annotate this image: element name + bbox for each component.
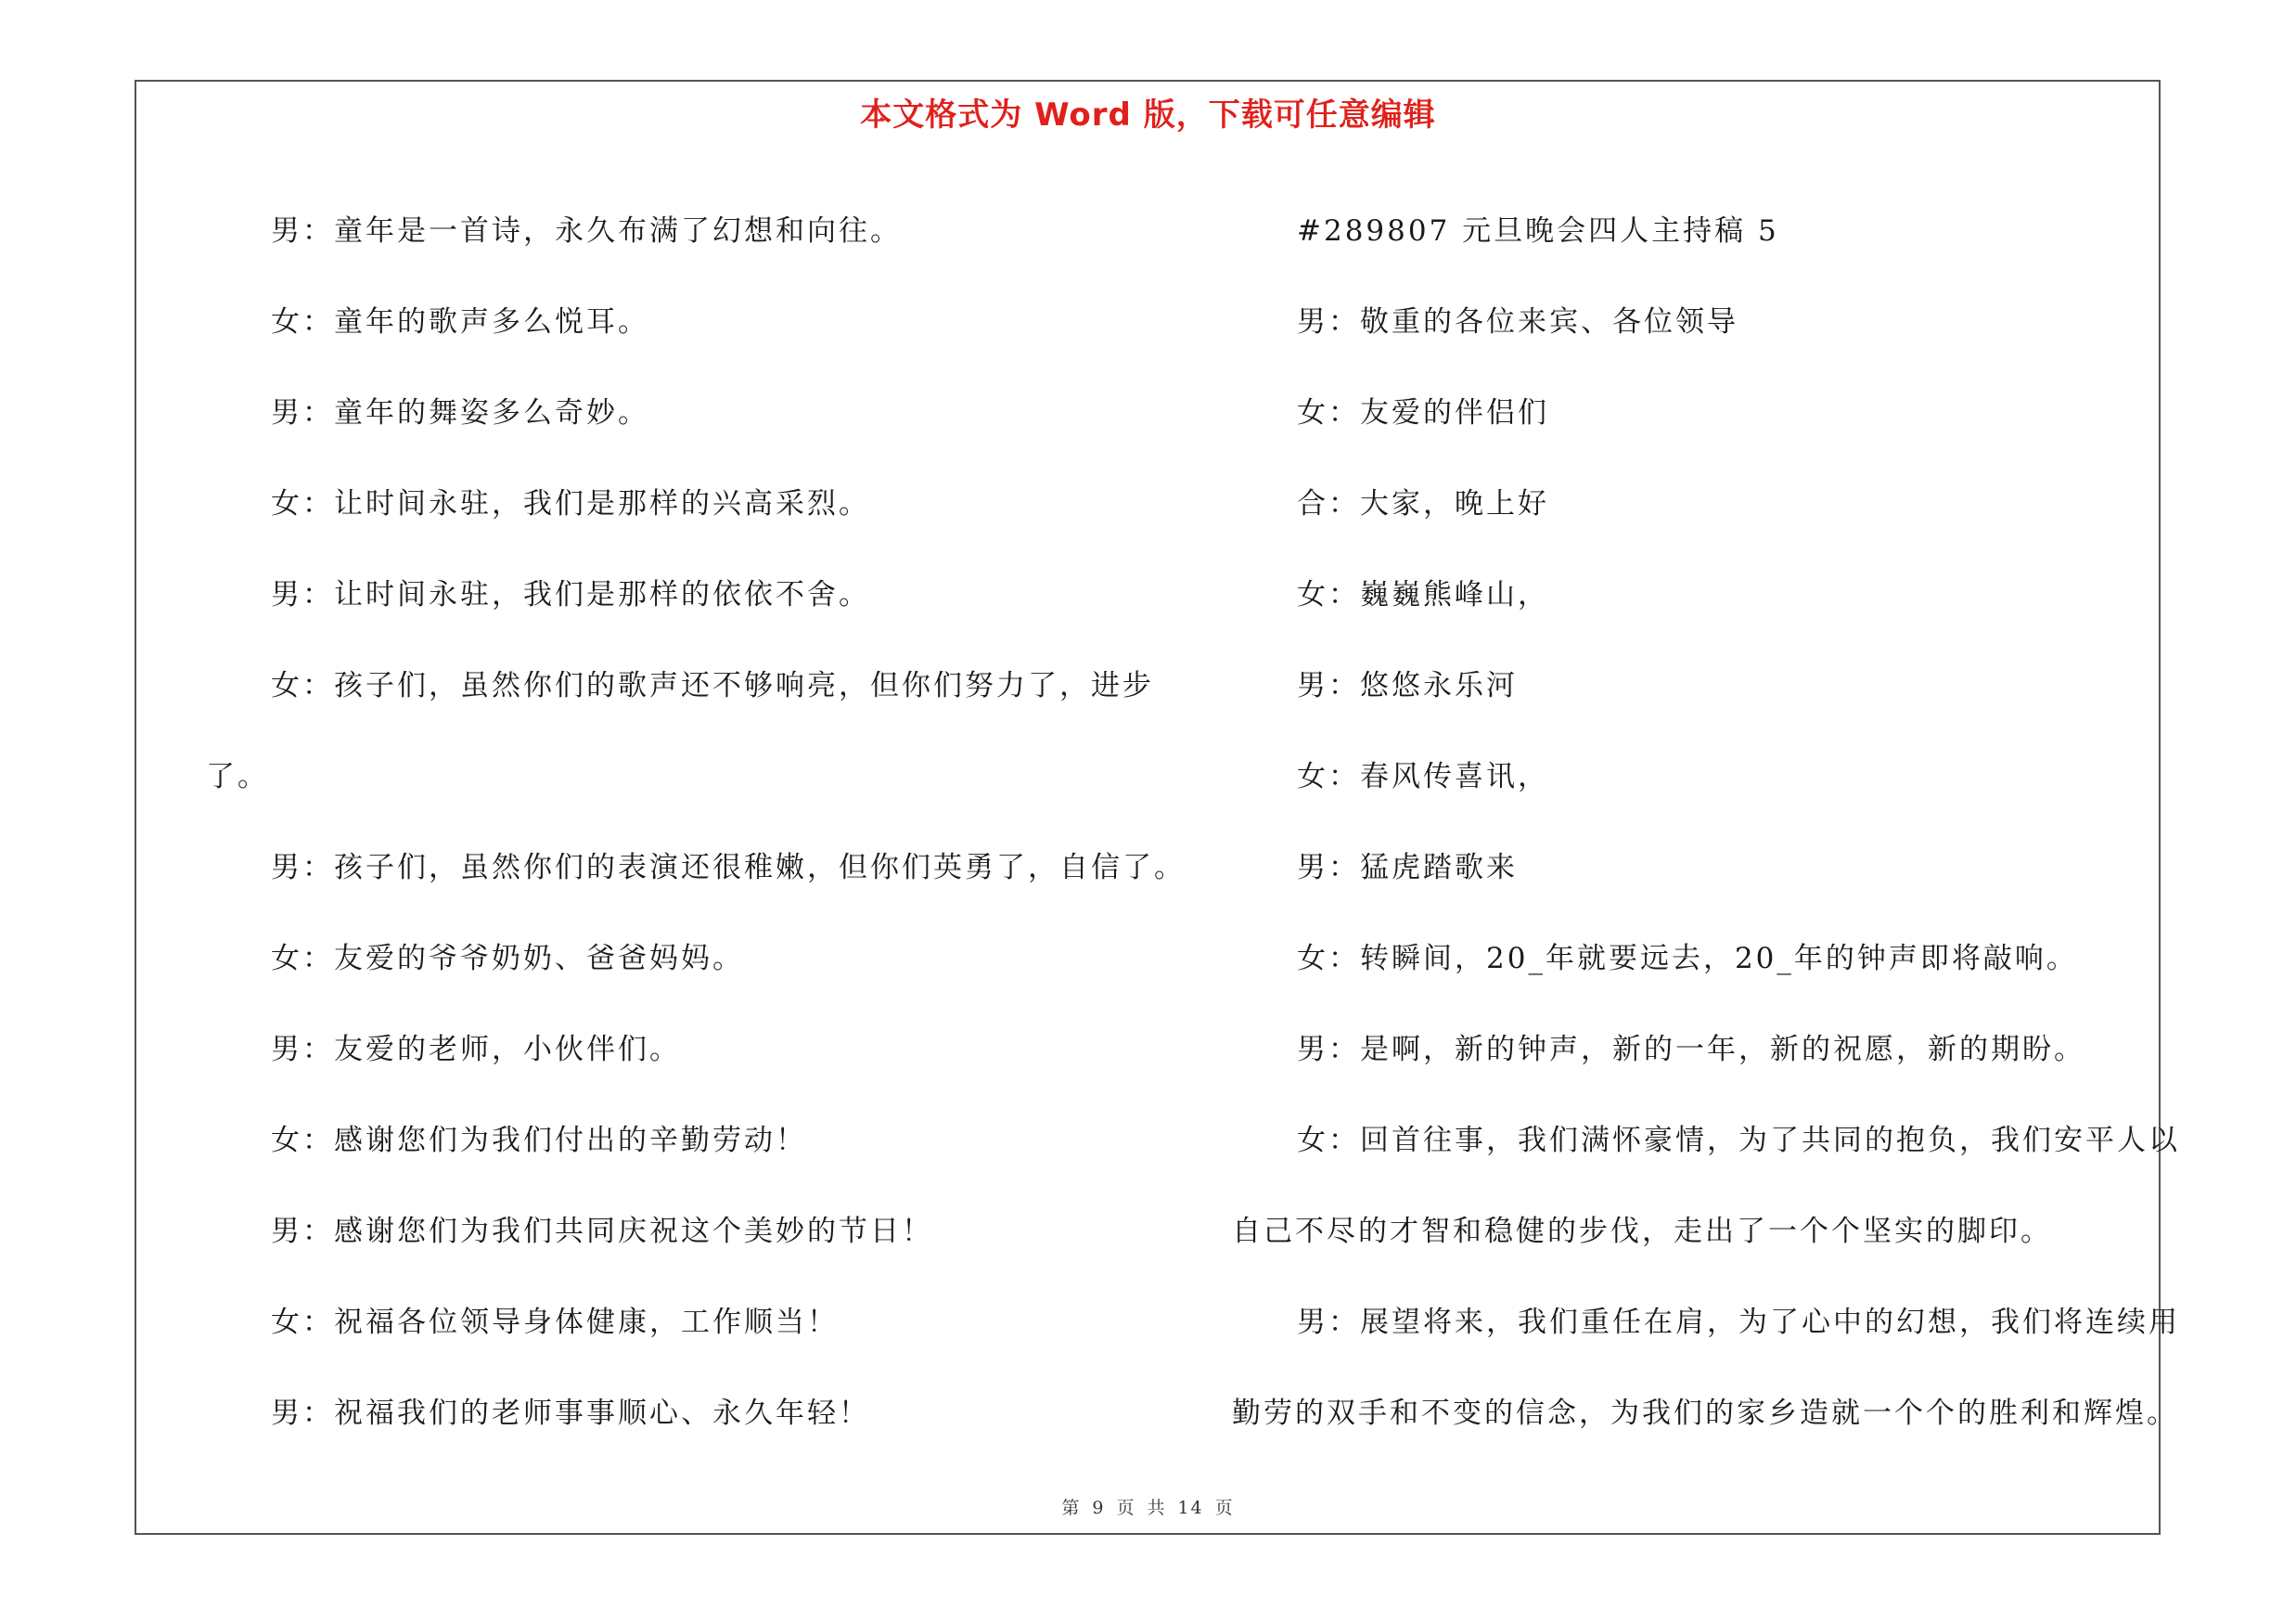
footer-suffix: 页 [1214, 1498, 1235, 1518]
footer-total-pages: 14 [1177, 1498, 1204, 1518]
paragraph-line: 男：感谢您们为我们共同庆祝这个美妙的节日！ [271, 1215, 933, 1248]
paragraph-line: 男：展望将来，我们重任在肩，为了心中的幻想，我们将连续用 [1297, 1306, 2180, 1339]
paragraph-line: 男：悠悠永乐河 [1297, 669, 1518, 702]
paragraph-line: 男：孩子们，虽然你们的表演还很稚嫩，但你们英勇了，自信了。 [271, 851, 1186, 884]
footer-prefix: 第 [1061, 1498, 1082, 1518]
word-format-banner: 本文格式为 Word 版，下载可任意编辑 [860, 97, 1436, 134]
paragraph-line: 女：孩子们，虽然你们的歌声还不够响亮，但你们努力了，进步 [271, 669, 1154, 702]
paragraph-line: 女：巍巍熊峰山， [1297, 578, 1549, 612]
paragraph-line: 男：友爱的老师，小伙伴们。 [271, 1033, 681, 1066]
footer-page-word: 页 [1116, 1498, 1136, 1518]
paragraph-line: 了。 [206, 760, 269, 793]
paragraph-line: 男：是啊，新的钟声，新的一年，新的祝愿，新的期盼。 [1297, 1033, 2085, 1066]
left-column [206, 186, 1186, 1459]
paragraph-line: 女：祝福各位领导身体健康，工作顺当！ [271, 1306, 839, 1339]
paragraph-line: 女：让时间永驻，我们是那样的兴高采烈。 [271, 487, 870, 521]
paragraph-line: 男：童年是一首诗，永久布满了幻想和向往。 [271, 214, 902, 248]
footer-page-number: 9 [1092, 1498, 1106, 1518]
paragraph-line: #289807 元旦晚会四人主持稿 5 [1297, 214, 1779, 248]
paragraph-line: 自己不尽的才智和稳健的步伐，走出了一个个坚实的脚印。 [1232, 1215, 2052, 1248]
paragraph-line: 男：猛虎踏歌来 [1297, 851, 1518, 884]
paragraph-line: 男：童年的舞姿多么奇妙。 [271, 396, 649, 430]
paragraph-line: 女：转瞬间，20_年就要远去，20_年的钟声即将敲响。 [1297, 942, 2078, 975]
paragraph-line: 女：友爱的爷爷奶奶、爸爸妈妈。 [271, 942, 744, 975]
paragraph-line: 勤劳的双手和不变的信念，为我们的家乡造就一个个的胜利和辉煌。 [1232, 1397, 2178, 1430]
page-footer [0, 1494, 2296, 1519]
paragraph-line: 女：回首往事，我们满怀豪情，为了共同的抱负，我们安平人以 [1297, 1124, 2180, 1157]
paragraph-line: 女：感谢您们为我们付出的辛勤劳动！ [271, 1124, 807, 1157]
paragraph-line: 女：春风传喜讯， [1297, 760, 1549, 793]
paragraph-line: 男：祝福我们的老师事事顺心、永久年轻！ [271, 1397, 870, 1430]
paragraph-line: 女：童年的歌声多么悦耳。 [271, 305, 649, 339]
right-column [1232, 186, 2180, 1459]
paragraph-line: 男：敬重的各位来宾、各位领导 [1297, 305, 1738, 339]
paragraph-line: 合：大家，晚上好 [1297, 487, 1549, 521]
paragraph-line: 女：友爱的伴侣们 [1297, 396, 1549, 430]
paragraph-line: 男：让时间永驻，我们是那样的依依不舍。 [271, 578, 870, 612]
footer-total-word: 共 [1147, 1498, 1167, 1518]
